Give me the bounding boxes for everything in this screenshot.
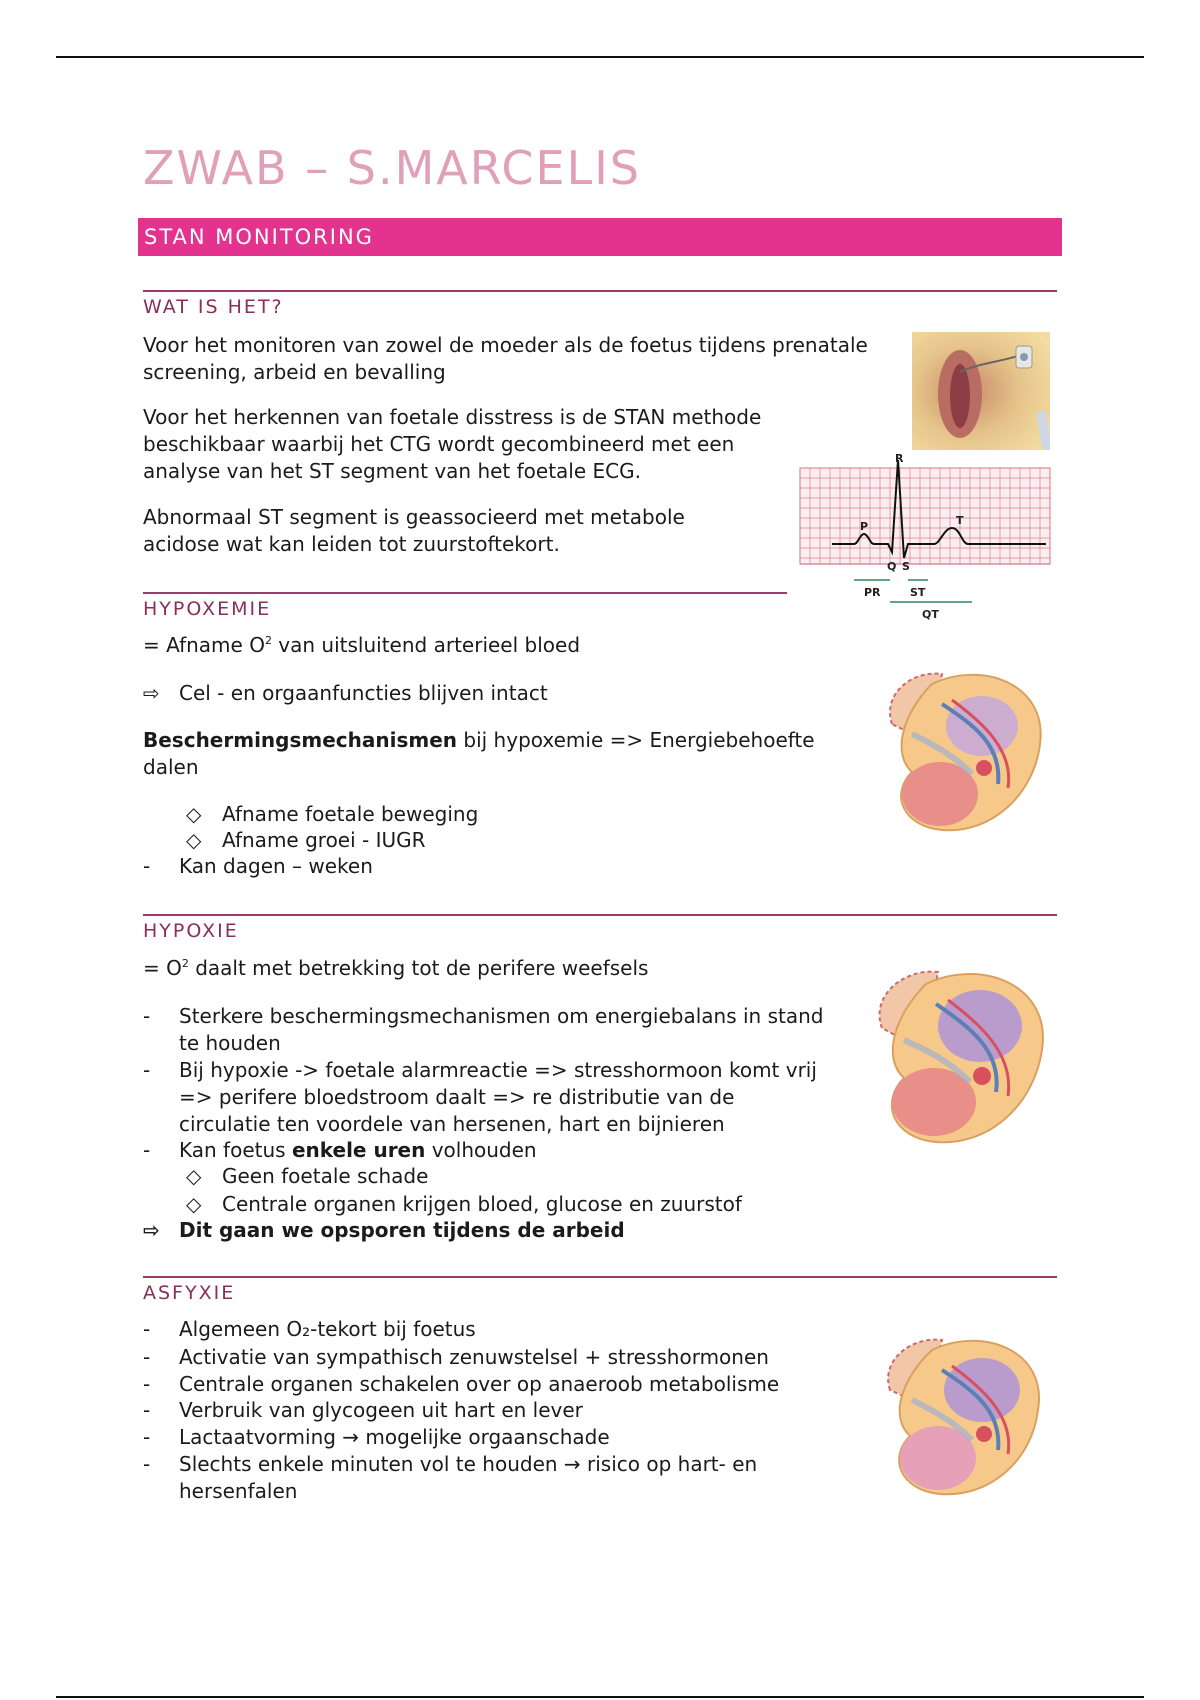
fetus-placenta-illustration — [872, 664, 1050, 836]
text-line: => perifere bloedstroom daalt => re distributie van de — [179, 1085, 735, 1109]
superscript: 2 — [264, 634, 272, 647]
sub-bullet — [186, 827, 426, 854]
text-line: acidose wat kan leiden tot zuurstoftekort. — [143, 532, 560, 556]
beschermingsmechanismen-paragraph — [143, 727, 815, 781]
diamond-icon: ◇ — [186, 1164, 202, 1188]
bullet-text — [179, 1451, 757, 1505]
ecg-label-p: P — [860, 520, 869, 533]
dash-icon: - — [143, 1398, 151, 1422]
sub-bullet — [186, 1163, 428, 1190]
arrow-icon: ⇨ — [143, 681, 160, 705]
diamond-icon: ◇ — [186, 1192, 202, 1216]
text-line: screening, arbeid en bevalling — [143, 360, 446, 384]
bullet-text — [179, 1137, 537, 1164]
text-line: Slechts enkele minuten vol te houden → risico op hart- en — [179, 1452, 758, 1476]
superscript: 2 — [181, 957, 189, 970]
ecg-label-st: ST — [910, 586, 926, 599]
arrow-bullet — [143, 680, 548, 707]
bullet-text: Centrale organen schakelen over op anaeroob metabolisme — [179, 1372, 780, 1396]
section-banner: STAN MONITORING — [138, 218, 1062, 256]
dash-bullet — [143, 1137, 537, 1164]
hypoxemie-definition — [143, 632, 580, 659]
text-line: beschikbaar waarbij het CTG wordt gecombineerd met een — [143, 432, 735, 456]
bullet-text: Kan dagen – weken — [179, 854, 373, 878]
page-top-rule — [56, 56, 1144, 58]
dash-icon: - — [143, 1138, 151, 1162]
text-line: Sterkere beschermingsmechanismen om energiebalans in stand — [179, 1004, 824, 1028]
text-line: hersenfalen — [179, 1479, 298, 1503]
dash-bullet — [143, 1371, 779, 1398]
text-line: analyse van het ST segment van het foetale ECG. — [143, 459, 641, 483]
ecg-label-r: R — [895, 452, 904, 465]
text: van uitsluitend arterieel bloed — [271, 633, 581, 657]
text-line: Abnormaal ST segment is geassocieerd met metabole — [143, 505, 685, 529]
text-line: Voor het herkennen van foetale disstress is de STAN methode — [143, 405, 762, 429]
arrow-icon: ⇨ — [143, 1218, 160, 1242]
dash-bullet — [143, 1316, 476, 1343]
sub-bullet — [186, 801, 478, 828]
ecg-label-s: S — [902, 560, 910, 573]
text: daalt met betrekking tot de perifere weefsels — [188, 956, 649, 980]
ecg-st-diagram — [796, 452, 1058, 620]
bullet-text — [179, 1057, 817, 1138]
dash-icon: - — [143, 1345, 151, 1369]
dash-icon: - — [143, 1372, 151, 1396]
bullet-text: Afname foetale beweging — [222, 802, 479, 826]
dash-bullet — [143, 1397, 583, 1424]
sub-bullet — [186, 1191, 742, 1218]
dash-bullet — [143, 1344, 769, 1371]
section-heading-hypoxemie: HYPOXEMIE — [143, 598, 272, 620]
dash-icon: - — [143, 1058, 151, 1082]
bold-term: Beschermingsmechanismen — [143, 728, 458, 752]
text: = Afname O — [143, 633, 265, 657]
intro-paragraph-1 — [143, 332, 868, 386]
section-divider — [143, 592, 787, 594]
bullet-text: Geen foetale schade — [222, 1164, 429, 1188]
dash-bullet — [143, 1424, 610, 1451]
dash-icon: - — [143, 1425, 151, 1449]
bullet-text: Cel - en orgaanfuncties blijven intact — [179, 681, 548, 705]
dash-bullet — [143, 1451, 757, 1505]
intro-paragraph-3 — [143, 504, 685, 558]
bullet-text: Centrale organen krijgen bloed, glucose en zuurstof — [222, 1192, 742, 1216]
document-title: ZWAB – S.MARCELIS — [143, 141, 641, 195]
bullet-text: Afname groei - IUGR — [222, 828, 426, 852]
text-line: te houden — [179, 1031, 281, 1055]
dash-bullet — [143, 853, 373, 880]
intro-paragraph-2 — [143, 404, 761, 485]
page-bottom-rule — [56, 1696, 1144, 1698]
diamond-icon: ◇ — [186, 802, 202, 826]
section-divider — [143, 914, 1057, 916]
section-heading-hypoxie: HYPOXIE — [143, 920, 239, 942]
section-divider — [143, 1276, 1057, 1278]
dash-icon: - — [143, 854, 151, 878]
dash-bullet — [143, 1003, 823, 1057]
section-divider — [143, 290, 1057, 292]
dash-icon: - — [143, 1452, 151, 1476]
ecg-grid — [800, 468, 1050, 564]
text-line: Bij hypoxie -> foetale alarmreactie => stresshormoon komt vrij — [179, 1058, 817, 1082]
stan-electrode-photo — [912, 332, 1050, 450]
ecg-label-t: T — [956, 514, 964, 527]
dash-icon: - — [143, 1004, 151, 1028]
ecg-label-pr: PR — [864, 586, 881, 599]
text-line: circulatie ten voordele van hersenen, hart en bijnieren — [179, 1112, 725, 1136]
fetus-placenta-illustration — [872, 1330, 1048, 1500]
bullet-text: Algemeen O₂-tekort bij foetus — [179, 1317, 476, 1341]
bullet-text: Dit gaan we opsporen tijdens de arbeid — [179, 1218, 625, 1242]
bullet-text: Activatie van sympathisch zenuwstelsel + stresshormonen — [179, 1345, 769, 1369]
dash-bullet — [143, 1057, 817, 1138]
text: volhouden — [425, 1138, 537, 1162]
text: bij hypoxemie => Energiebehoefte — [457, 728, 815, 752]
bullet-text — [179, 1003, 823, 1057]
bold-term: enkele uren — [291, 1138, 426, 1162]
hypoxie-definition — [143, 955, 648, 982]
bullet-text: Verbruik van glycogeen uit hart en lever — [179, 1398, 583, 1422]
text: = O — [143, 956, 182, 980]
section-heading-asfyxie: ASFYXIE — [143, 1282, 236, 1304]
text: Kan foetus — [179, 1138, 292, 1162]
text: dalen — [143, 755, 199, 779]
diamond-icon: ◇ — [186, 828, 202, 852]
ecg-label-q: Q — [887, 560, 897, 573]
ecg-label-qt: QT — [922, 608, 939, 620]
bullet-text: Lactaatvorming → mogelijke orgaanschade — [179, 1425, 610, 1449]
fetus-placenta-illustration — [862, 962, 1052, 1148]
text-line: Voor het monitoren van zowel de moeder als de foetus tijdens prenatale — [143, 333, 868, 357]
arrow-bullet — [143, 1217, 625, 1244]
dash-icon: - — [143, 1317, 151, 1341]
section-heading-wat-is-het: WAT IS HET? — [143, 296, 284, 318]
